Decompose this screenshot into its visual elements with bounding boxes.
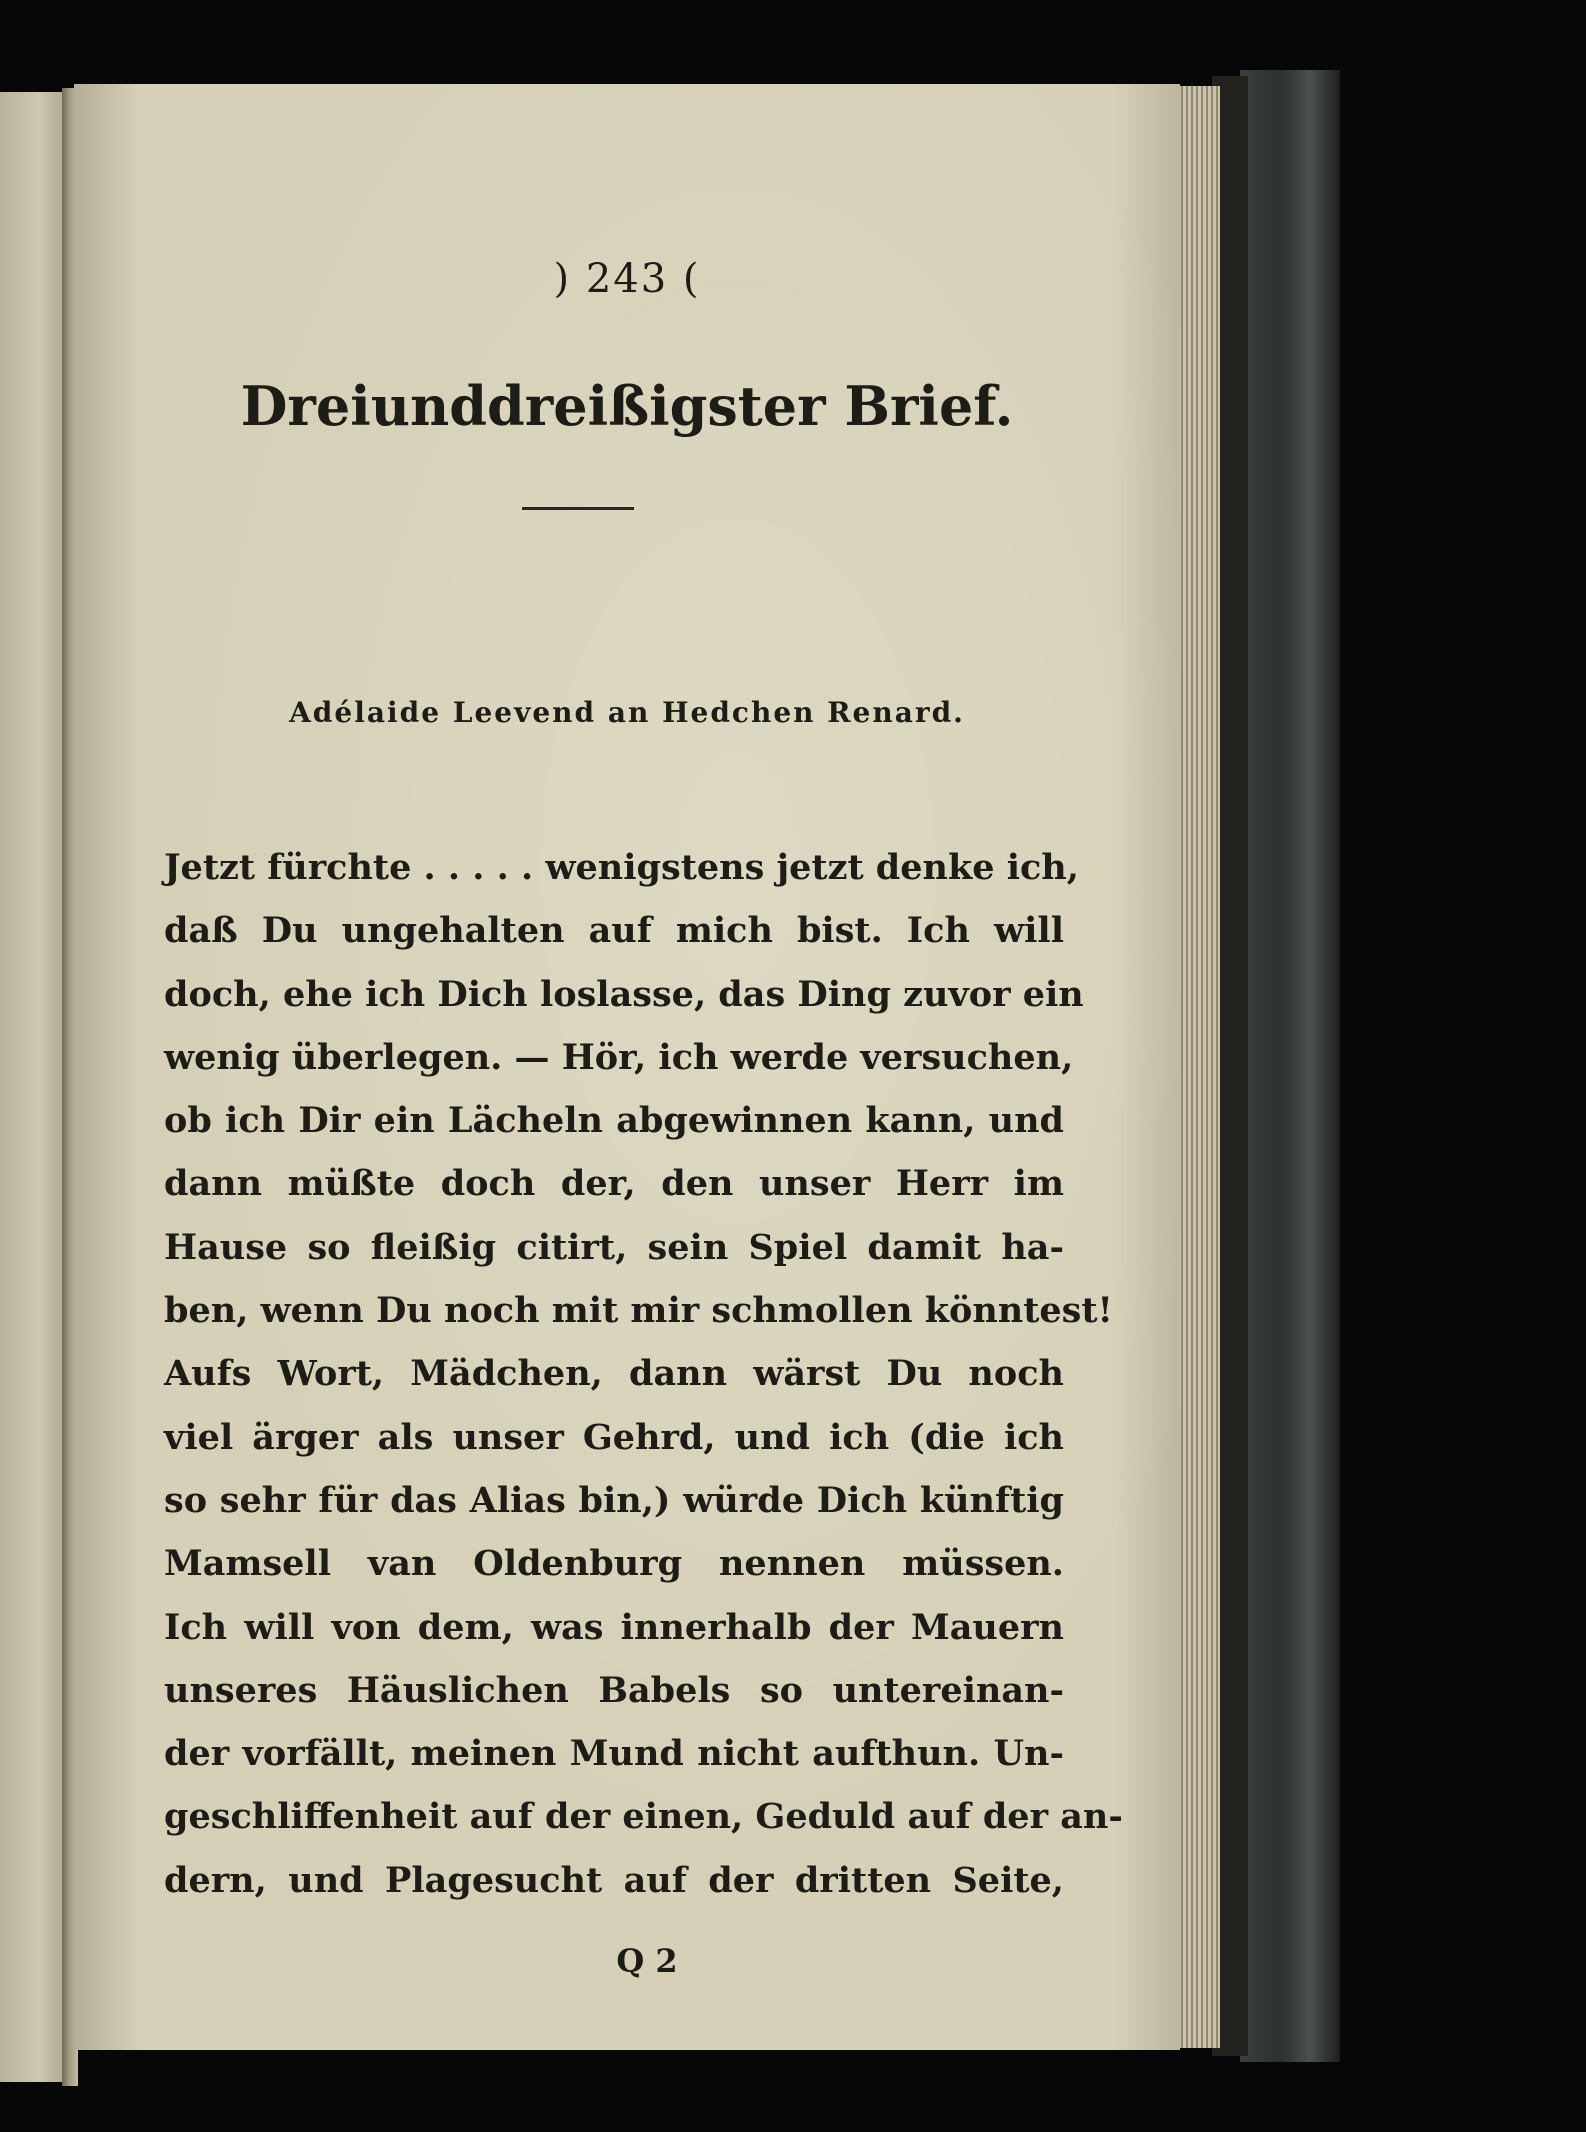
body-line: Mamsell van Oldenburg nennen müssen. [164, 1543, 1064, 1585]
body-line: Aufs Wort, Mädchen, dann wärst Du noch [164, 1353, 1064, 1395]
page-edge-stack [1178, 86, 1220, 2048]
letter-body [164, 836, 1123, 1912]
body-line: ben, wenn Du noch mit mir schmollen könntest! [164, 1290, 1113, 1332]
body-line: geschliffenheit auf der einen, Geduld auf der an- [164, 1796, 1123, 1838]
body-line: viel ärger als unser Gehrd, und ich (die ich [164, 1416, 1064, 1458]
body-line: ob ich Dir ein Lächeln abgewinnen kann, und [164, 1100, 1064, 1142]
body-line: wenig überlegen. — Hör, ich werde versuchen, [164, 1036, 1074, 1078]
letter-address: Adélaide Leevend an Hedchen Renard. [289, 696, 965, 729]
book-cover [1240, 70, 1340, 2062]
body-line: daß Du ungehalten auf mich bist. Ich will [164, 910, 1064, 952]
page-text [74, 84, 1180, 2050]
body-line: doch, ehe ich Dich loslasse, das Ding zuvor ein [164, 973, 1084, 1015]
body-line: dern, und Plagesucht auf der dritten Seite, [164, 1859, 1064, 1901]
body-line: Jetzt fürchte . . . . . wenigstens jetzt denke ich, [164, 847, 1079, 888]
body-line: dann müßte doch der, den unser Herr im [164, 1163, 1064, 1205]
letter-heading: Dreiunddreißigster Brief. [240, 374, 1014, 438]
body-line: Ich will von dem, was innerhalb der Mauern [164, 1606, 1064, 1648]
body-line: unseres Häuslichen Babels so untereinan- [164, 1669, 1064, 1711]
page-number: ) 243 ( [553, 256, 701, 302]
body-line: so sehr für das Alias bin,) würde Dich künftig [164, 1479, 1064, 1521]
signature-mark: Q 2 [616, 1942, 678, 1980]
heading-rule [522, 507, 634, 510]
previous-page-edge [0, 92, 70, 2082]
body-line: der vorfällt, meinen Mund nicht aufthun. Un- [164, 1733, 1064, 1775]
body-line: Hause so fleißig citirt, sein Spiel damit ha- [164, 1226, 1064, 1268]
book-page [74, 84, 1180, 2050]
